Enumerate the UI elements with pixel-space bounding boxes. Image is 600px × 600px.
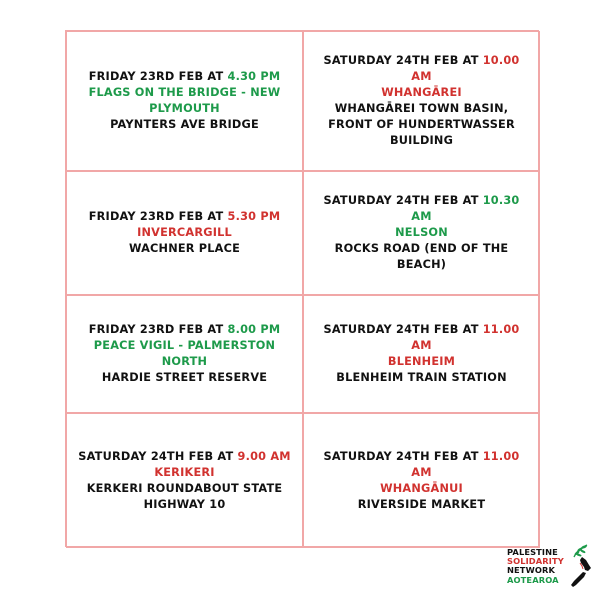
event-location: WHANGĀREI TOWN BASIN, FRONT OF HUNDERTWASSER BUILDING xyxy=(328,102,515,147)
event-cell xyxy=(303,171,540,295)
event-date: SATURDAY 24TH FEB AT 11.00 AM xyxy=(323,449,520,479)
event-location: RIVERSIDE MARKET xyxy=(357,497,486,511)
event-cell xyxy=(66,171,303,295)
event-time: 9.00 AM xyxy=(237,449,291,463)
event-cell xyxy=(303,295,540,413)
event-date: SATURDAY 24TH FEB AT 9.00 AM xyxy=(78,449,291,463)
events-grid xyxy=(65,30,539,547)
event-cell xyxy=(303,31,540,171)
logo-line-palestine: PALESTINE xyxy=(507,547,558,557)
event-date: SATURDAY 24TH FEB AT 11.00 AM xyxy=(323,323,520,352)
event-cell xyxy=(66,31,303,171)
logo-text xyxy=(507,548,564,585)
event-cell xyxy=(66,413,303,548)
event-title: FLAGS ON THE BRIDGE - NEW PLYMOUTH xyxy=(88,86,281,115)
event-time: 11.00 AM xyxy=(411,323,520,352)
event-title: BLENHEIM xyxy=(387,355,456,368)
event-time: 11.00 AM xyxy=(411,449,520,479)
event-location: ROCKS ROAD (END OF THE BEACH) xyxy=(334,242,509,271)
event-location: HARDIE STREET RESERVE xyxy=(101,371,268,384)
event-title: INVERCARGILL xyxy=(137,226,232,239)
logo-line-solidarity: SOLIDARITY xyxy=(507,556,564,567)
event-title: WHANGĀNUI xyxy=(380,481,463,495)
event-date: FRIDAY 23RD FEB AT 5.30 PM xyxy=(88,210,281,223)
event-location: KERKERI ROUNDABOUT STATE HIGHWAY 10 xyxy=(86,481,283,511)
event-date: SATURDAY 24TH FEB AT 10.30 AM xyxy=(323,194,520,223)
logo-line-aotearoa: AOTEAROA xyxy=(507,574,559,585)
event-time: 4.30 PM xyxy=(227,70,281,83)
event-location: BLENHEIM TRAIN STATION xyxy=(336,371,507,384)
psna-logo xyxy=(507,543,593,591)
event-time: 10.30 AM xyxy=(411,194,520,223)
event-title: PEACE VIGIL - PALMERSTON NORTH xyxy=(93,339,276,368)
event-time: 5.30 PM xyxy=(227,210,281,223)
event-time: 10.00 AM xyxy=(411,54,520,83)
event-location: PAYNTERS AVE BRIDGE xyxy=(110,118,259,131)
logo-line-network: NETWORK xyxy=(507,565,555,576)
event-title: KERIKERI xyxy=(154,465,215,479)
nz-map-olive-branch-icon xyxy=(565,543,595,589)
event-title: NELSON xyxy=(395,226,448,239)
event-cell xyxy=(66,295,303,413)
event-title: WHANGĀREI xyxy=(381,86,462,99)
event-time: 8.00 PM xyxy=(227,323,281,336)
event-date: FRIDAY 23RD FEB AT 8.00 PM xyxy=(88,323,281,336)
event-date: FRIDAY 23RD FEB AT 4.30 PM xyxy=(88,70,281,83)
event-location: WACHNER PLACE xyxy=(128,242,241,255)
event-cell xyxy=(303,413,540,548)
event-date: SATURDAY 24TH FEB AT 10.00 AM xyxy=(323,54,520,83)
